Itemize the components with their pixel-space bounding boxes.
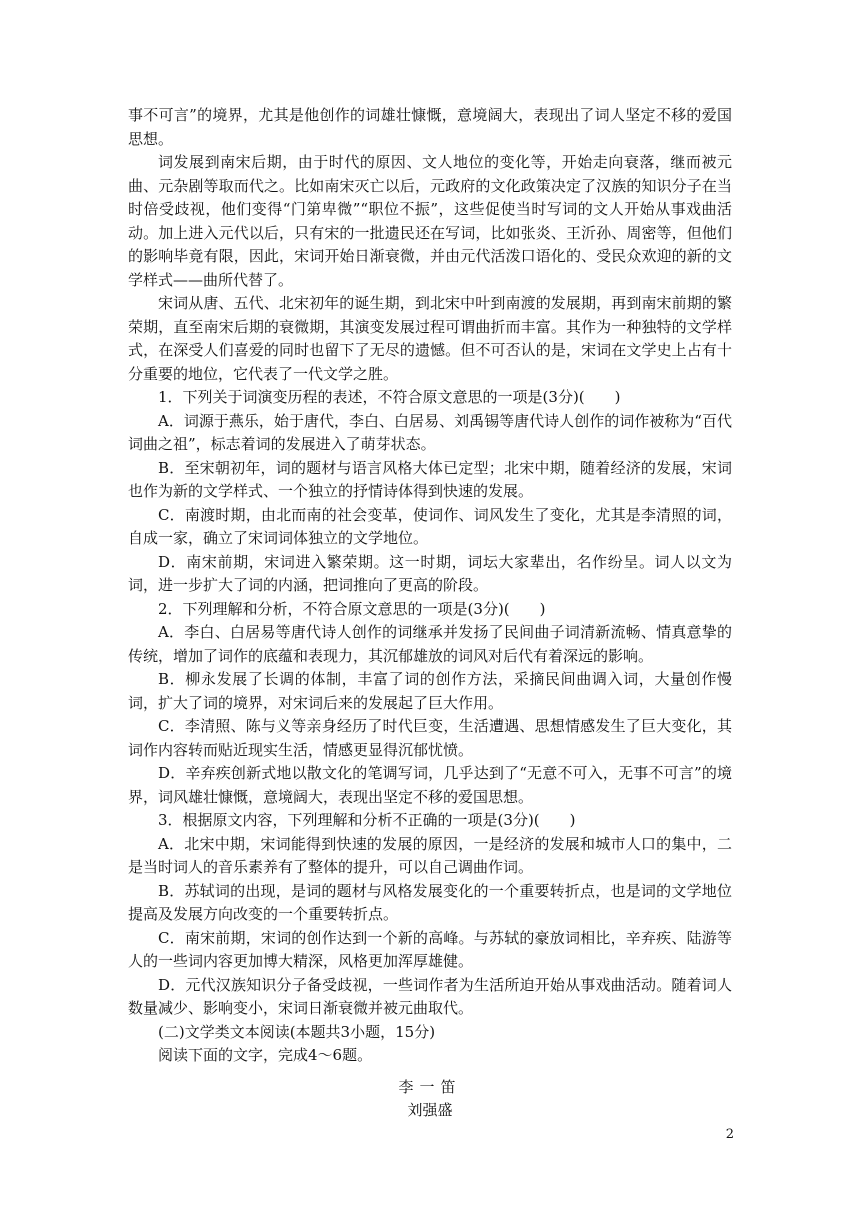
question-3-option-c: C．南宋前期，宋词的创作达到一个新的高峰。与苏轼的豪放词相比，辛弃疾、陆游等人的一些词内容更加博大精深，风格更加浑厚雄健。 [128, 928, 732, 970]
question-2-option-d: D．辛弃疾创新式地以散文化的笔调写词，几乎达到了“无意不可入，无事不可言”的境界，词风雄壮慷慨，意境阔大，表现出坚定不移的爱国思想。 [128, 764, 732, 806]
question-1-stem: 1．下列关于词演变历程的表述，不符合原文意思的一项是(3分)( ) [158, 388, 621, 406]
question-2-option-a: A．李白、白居易等唐代诗人创作的词继承并发扬了民间曲子词清新流畅、情真意挚的传统，增加了词作的底蕴和表现力，其沉郁雄放的词风对后代有着深远的影响。 [128, 623, 732, 665]
question-3-option-d: D．元代汉族知识分子备受歧视，一些词作者为生活所迫开始从事戏曲活动。随着词人数量减少、影响变小，宋词日渐衰微并被元曲取代。 [128, 975, 732, 1017]
story-author: 刘强盛 [407, 1101, 453, 1119]
reading-instruction: 阅读下面的文字，完成4～6题。 [158, 1046, 373, 1064]
question-3-option-b: B．苏轼词的出现，是词的题材与风格发展变化的一个重要转折点，也是词的文学地位提高及发展方向改变的一个重要转折点。 [128, 881, 732, 923]
paragraph-song-ci-decline: 词发展到南宋后期，由于时代的原因、文人地位的变化等，开始走向衰落，继而被元曲、元杂剧等取而代之。比如南宋灭亡以后，元政府的文化政策决定了汉族的知识分子在当时倍受歧视，他们变得“门第卑微”“职位不振”，这些促使当时写词的文人开始从事戏曲活动。加上进入元代以后，只有宋的一批遗民还在写词，比如张炎、王沂孙、周密等，但他们的影响毕竟有限，因此，宋词开始日渐衰微，并由元代活泼口语化的、受民众欢迎的新的文学样式——曲所代替了。 [128, 153, 732, 289]
paragraph-song-ci-summary: 宋词从唐、五代、北宋初年的诞生期，到北宋中叶到南渡的发展期，再到南宋前期的繁荣期，直至南宋后期的衰微期，其演变发展过程可谓曲折而丰富。其作为一种独特的文学样式，在深受人们喜爱的同时也留下了无尽的遗憾。但不可否认的是，宋词在文学史上占有十分重要的地位，它代表了一代文学之胜。 [128, 294, 732, 383]
question-3-option-a: A．北宋中期，宋词能得到快速的发展的原因，一是经济的发展和城市人口的集中，二是当时词人的音乐素养有了整体的提升，可以自己调曲作词。 [128, 834, 732, 876]
section-heading-literary-reading: (二)文学类文本阅读(本题共3小题，15分) [158, 1022, 436, 1041]
question-3-stem: 3．根据原文内容，下列理解和分析不正确的一项是(3分)( ) [158, 811, 576, 829]
question-2-option-c: C．李清照、陈与义等亲身经历了时代巨变，生活遭遇、思想情感发生了巨大变化，其词作内容转而贴近现实生活，情感更显得沉郁忧愤。 [128, 717, 732, 759]
story-title: 李一笛 [398, 1077, 462, 1096]
question-1-option-a: A．词源于燕乐，始于唐代，李白、白居易、刘禹锡等唐代诗人创作的词作被称为“百代词曲之祖”，标志着词的发展进入了萌芽状态。 [128, 411, 732, 453]
question-1-option-c: C．南渡时期，由北而南的社会变革，使词作、词风发生了变化，尤其是李清照的词，自成一家，确立了宋词词体独立的文学地位。 [128, 505, 732, 547]
question-1-option-d: D．南宋前期，宋词进入繁荣期。这一时期，词坛大家辈出，名作纷呈。词人以文为词，进一步扩大了词的内涵，把词推向了更高的阶段。 [128, 552, 732, 594]
paragraph-continuation: 事不可言”的境界，尤其是他创作的词雄壮慷慨，意境阔大，表现出了词人坚定不移的爱国思想。 [128, 106, 732, 148]
question-2-stem: 2．下列理解和分析，不符合原文意思的一项是(3分)( ) [158, 599, 546, 618]
document-body [128, 104, 732, 1123]
question-2-option-b: B．柳永发展了长调的体制，丰富了词的创作方法，采摘民间曲调入词，大量创作慢词，扩大了词的境界，对宋词后来的发展起了巨大作用。 [128, 670, 732, 712]
question-1-option-b: B．至宋朝初年，词的题材与语言风格大体已定型；北宋中期，随着经济的发展，宋词也作为新的文学样式、一个独立的抒情诗体得到快速的发展。 [128, 458, 732, 500]
page-number: 2 [725, 1127, 734, 1142]
